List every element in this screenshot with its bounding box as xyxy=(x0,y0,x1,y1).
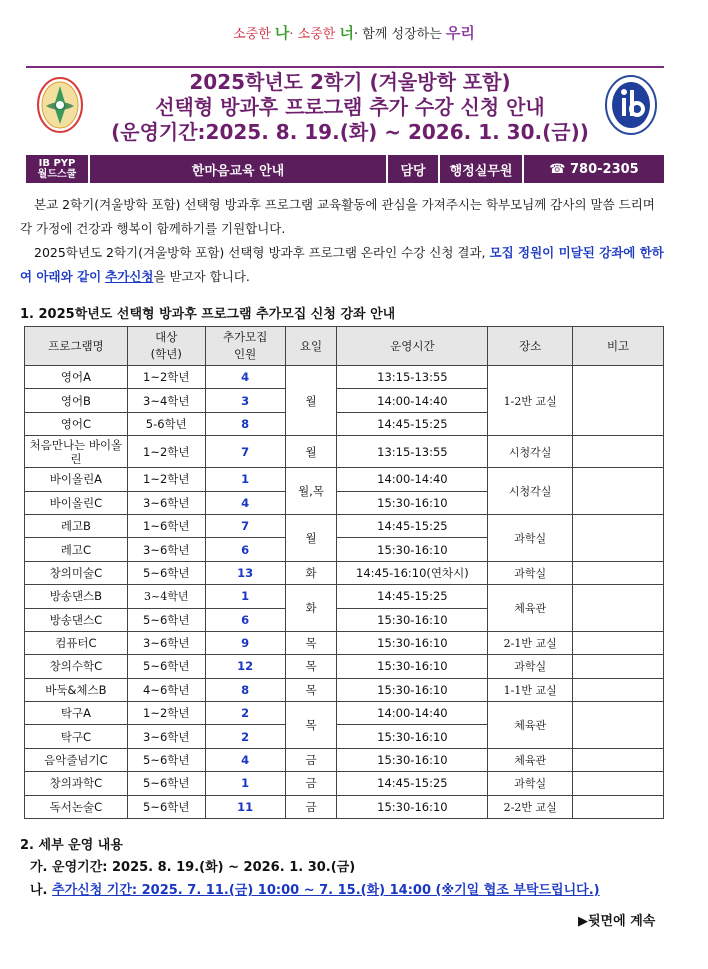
title-line-1: 2025학년도 2학기 (겨울방학 포함) xyxy=(189,70,511,94)
section-1-title: 1. 2025학년도 선택형 방과후 프로그램 추가모집 신청 강좌 안내 xyxy=(20,307,396,322)
cell-note xyxy=(573,702,664,749)
table-row xyxy=(25,561,664,584)
cell-target: 3~6학년 xyxy=(127,725,205,748)
title-line-2: 선택형 방과후 프로그램 추가 수강 신청 안내 xyxy=(155,95,545,119)
cell-count: 12 xyxy=(205,655,285,678)
cell-program: 독서논술C xyxy=(25,795,128,818)
cell-time: 14:45-15:25 xyxy=(337,585,488,608)
cell-note xyxy=(573,561,664,584)
cell-time: 15:30-16:10 xyxy=(337,748,488,771)
cell-program: 방송댄스B xyxy=(25,585,128,608)
cell-time: 13:15-13:55 xyxy=(337,366,488,389)
cell-target: 5~6학년 xyxy=(127,655,205,678)
cell-program: 처음만나는 바이올린 xyxy=(25,436,128,468)
cell-day: 목 xyxy=(285,702,337,749)
cell-day: 월,목 xyxy=(285,468,337,515)
cell-count: 1 xyxy=(205,585,285,608)
cell-target: 1~2학년 xyxy=(127,436,205,468)
table-row xyxy=(25,772,664,795)
notice-title xyxy=(100,70,600,145)
table-row xyxy=(25,366,664,389)
slogan-part-2: · 소중한 xyxy=(289,27,336,42)
cell-target: 4~6학년 xyxy=(127,678,205,701)
cell-day: 목 xyxy=(285,631,337,654)
table-row xyxy=(25,468,664,491)
intro-paragraph-1: 본교 2학기(겨울방학 포함) 선택형 방과후 프로그램 교육활동에 관심을 가져주시는 학부모님께 감사의 말씀 드리며 각 가정에 건강과 행복이 함께하기를 기원합니다. xyxy=(20,197,655,236)
table-row xyxy=(25,748,664,771)
cell-time: 15:30-16:10 xyxy=(337,491,488,514)
cell-target: 5~6학년 xyxy=(127,772,205,795)
cell-place: 과학실 xyxy=(488,514,573,561)
cell-count: 2 xyxy=(205,725,285,748)
header-extra-line-2: 인원 xyxy=(234,347,257,361)
cell-program: 창의미술C xyxy=(25,561,128,584)
table-row xyxy=(25,514,664,537)
cell-note xyxy=(573,678,664,701)
table-row xyxy=(25,702,664,725)
header-target-line-2: (학년) xyxy=(150,347,182,361)
cell-program: 영어A xyxy=(25,366,128,389)
cell-target: 3~4학년 xyxy=(127,585,205,608)
cell-target: 3~6학년 xyxy=(127,538,205,561)
cell-note xyxy=(573,585,664,632)
table-header-row xyxy=(25,327,664,366)
cell-place: 체육관 xyxy=(488,748,573,771)
operation-period: 가. 운영기간: 2025. 8. 19.(화) ~ 2026. 1. 30.(금) xyxy=(30,860,356,875)
cell-day: 목 xyxy=(285,678,337,701)
title-divider xyxy=(26,66,664,68)
header-time: 운영시간 xyxy=(337,327,488,366)
cell-place: 과학실 xyxy=(488,772,573,795)
cell-program: 바이올린C xyxy=(25,491,128,514)
ib-world-school-logo-icon xyxy=(604,74,658,136)
item-b-text: 추가신청 기간: 2025. 7. 11.(금) 10:00 ~ 7. 15.(화) 14:00 (※기일 협조 부탁드립니다.) xyxy=(52,883,600,898)
slogan-uri: 우리 xyxy=(445,24,475,42)
cell-place: 시청각실 xyxy=(488,468,573,515)
cell-target: 1~6학년 xyxy=(127,514,205,537)
cell-target: 1~2학년 xyxy=(127,468,205,491)
header-target xyxy=(127,327,205,366)
cell-time: 13:15-13:55 xyxy=(337,436,488,468)
cell-day: 금 xyxy=(285,795,337,818)
cell-day: 월 xyxy=(285,436,337,468)
cell-program: 창의수학C xyxy=(25,655,128,678)
cell-day: 목 xyxy=(285,655,337,678)
cell-program: 탁구C xyxy=(25,725,128,748)
school-type-line-1: IB PYP xyxy=(38,158,76,169)
cell-place: 2-1반 교실 xyxy=(488,631,573,654)
cell-program: 방송댄스C xyxy=(25,608,128,631)
cell-note xyxy=(573,514,664,561)
cell-target: 1~2학년 xyxy=(127,366,205,389)
cell-program: 바둑&체스B xyxy=(25,678,128,701)
table-row xyxy=(25,678,664,701)
cell-count: 7 xyxy=(205,514,285,537)
cell-target: 3~4학년 xyxy=(127,389,205,412)
slogan-part-3: · 함께 성장하는 xyxy=(354,27,442,42)
intro-para2-end: 을 받고자 합니다. xyxy=(153,269,250,284)
course-table xyxy=(24,326,664,819)
header-extra xyxy=(205,327,285,366)
cell-time: 14:00-14:40 xyxy=(337,468,488,491)
cell-day: 화 xyxy=(285,585,337,632)
title-line-3: (운영기간:2025. 8. 19.(화) ~ 2026. 1. 30.(금)) xyxy=(111,120,589,144)
cell-time: 14:45-15:25 xyxy=(337,772,488,795)
cell-time: 14:00-14:40 xyxy=(337,389,488,412)
header-day: 요일 xyxy=(285,327,337,366)
cell-program: 레고C xyxy=(25,538,128,561)
cell-place: 1-1반 교실 xyxy=(488,678,573,701)
item-b-label: 나. xyxy=(30,883,48,898)
cell-place: 체육관 xyxy=(488,702,573,749)
cell-day: 월 xyxy=(285,366,337,436)
cell-note xyxy=(573,655,664,678)
header-extra-line-1: 추가모집 xyxy=(222,330,268,344)
phone-cell: ☎ 780-2305 xyxy=(549,161,639,177)
cell-day: 화 xyxy=(285,561,337,584)
cell-time: 15:30-16:10 xyxy=(337,725,488,748)
cell-count: 2 xyxy=(205,702,285,725)
cell-program: 컴퓨터C xyxy=(25,631,128,654)
cell-count: 8 xyxy=(205,412,285,435)
cell-count: 1 xyxy=(205,772,285,795)
cell-program: 탁구A xyxy=(25,702,128,725)
section-2-title: 2. 세부 운영 내용 xyxy=(20,838,123,853)
cell-time: 14:45-15:25 xyxy=(337,412,488,435)
cell-time: 15:30-16:10 xyxy=(337,655,488,678)
cell-place: 2-2반 교실 xyxy=(488,795,573,818)
cell-target: 5~6학년 xyxy=(127,795,205,818)
cell-note xyxy=(573,631,664,654)
cell-day: 금 xyxy=(285,772,337,795)
header-info-bar xyxy=(26,155,664,183)
cell-place: 시청각실 xyxy=(488,436,573,468)
cell-note xyxy=(573,772,664,795)
contact-label-cell: 담당 xyxy=(388,155,440,183)
cell-note xyxy=(573,468,664,515)
cell-time: 15:30-16:10 xyxy=(337,631,488,654)
cell-count: 3 xyxy=(205,389,285,412)
cell-note xyxy=(573,748,664,771)
school-type-cell xyxy=(26,155,90,183)
cell-day: 월 xyxy=(285,514,337,561)
intro-highlight-1: 모집 정원이 미달된 강좌에 한하여 아래와 같이 xyxy=(20,245,664,284)
header-target-line-1: 대상 xyxy=(155,330,178,344)
slogan-neo: 너 xyxy=(339,24,355,42)
cell-place: 과학실 xyxy=(488,655,573,678)
cell-count: 4 xyxy=(205,748,285,771)
cell-count: 7 xyxy=(205,436,285,468)
cell-time: 14:45-16:10(연차시) xyxy=(337,561,488,584)
header-place: 장소 xyxy=(488,327,573,366)
cell-place: 1-2반 교실 xyxy=(488,366,573,436)
cell-target: 1~2학년 xyxy=(127,702,205,725)
cell-count: 4 xyxy=(205,366,285,389)
school-type-line-2: 월드스쿨 xyxy=(37,169,77,180)
table-row xyxy=(25,795,664,818)
table-row xyxy=(25,631,664,654)
cell-target: 5-6학년 xyxy=(127,412,205,435)
cell-place: 체육관 xyxy=(488,585,573,632)
cell-target: 5~6학년 xyxy=(127,608,205,631)
cell-count: 8 xyxy=(205,678,285,701)
cell-count: 11 xyxy=(205,795,285,818)
cell-note xyxy=(573,366,664,436)
cell-count: 13 xyxy=(205,561,285,584)
cell-count: 6 xyxy=(205,538,285,561)
table-row xyxy=(25,436,664,468)
cell-count: 1 xyxy=(205,468,285,491)
slogan-na: 나 xyxy=(274,24,290,42)
cell-time: 14:45-15:25 xyxy=(337,514,488,537)
contact-person-cell: 행정실무원 xyxy=(440,155,524,183)
cell-target: 3~6학년 xyxy=(127,631,205,654)
cell-target: 5~6학년 xyxy=(127,561,205,584)
cell-time: 15:30-16:10 xyxy=(337,538,488,561)
intro-highlight-2: 추가신청 xyxy=(105,269,154,284)
table-row xyxy=(25,585,664,608)
cell-note xyxy=(573,436,664,468)
continued-note: ▶뒷면에 계속 xyxy=(578,914,656,929)
cell-time: 15:30-16:10 xyxy=(337,678,488,701)
extra-application-period xyxy=(30,879,600,898)
intro-para2-start: 2025학년도 2학기(겨울방학 포함) 선택형 방과후 프로그램 온라인 수강 신청 결과, xyxy=(34,245,486,260)
cell-time: 14:00-14:40 xyxy=(337,702,488,725)
cell-count: 6 xyxy=(205,608,285,631)
cell-time: 15:30-16:10 xyxy=(337,608,488,631)
cell-program: 창의과학C xyxy=(25,772,128,795)
cell-target: 5~6학년 xyxy=(127,748,205,771)
table-row xyxy=(25,655,664,678)
header-note: 비고 xyxy=(573,327,664,366)
intro-paragraph-2 xyxy=(20,241,670,289)
cell-note xyxy=(573,795,664,818)
cell-program: 영어B xyxy=(25,389,128,412)
intro-text xyxy=(20,193,670,289)
notice-type-cell: 한마음교육 안내 xyxy=(90,155,388,183)
cell-count: 4 xyxy=(205,491,285,514)
cell-place: 과학실 xyxy=(488,561,573,584)
cell-target: 3~6학년 xyxy=(127,491,205,514)
cell-program: 바이올린A xyxy=(25,468,128,491)
school-emblem-icon xyxy=(36,76,84,134)
cell-program: 음악줄넘기C xyxy=(25,748,128,771)
cell-day: 금 xyxy=(285,748,337,771)
cell-count: 9 xyxy=(205,631,285,654)
header-program: 프로그램명 xyxy=(25,327,128,366)
school-slogan xyxy=(0,22,708,43)
cell-program: 영어C xyxy=(25,412,128,435)
slogan-part-1: 소중한 xyxy=(233,27,271,42)
cell-time: 15:30-16:10 xyxy=(337,795,488,818)
cell-program: 레고B xyxy=(25,514,128,537)
